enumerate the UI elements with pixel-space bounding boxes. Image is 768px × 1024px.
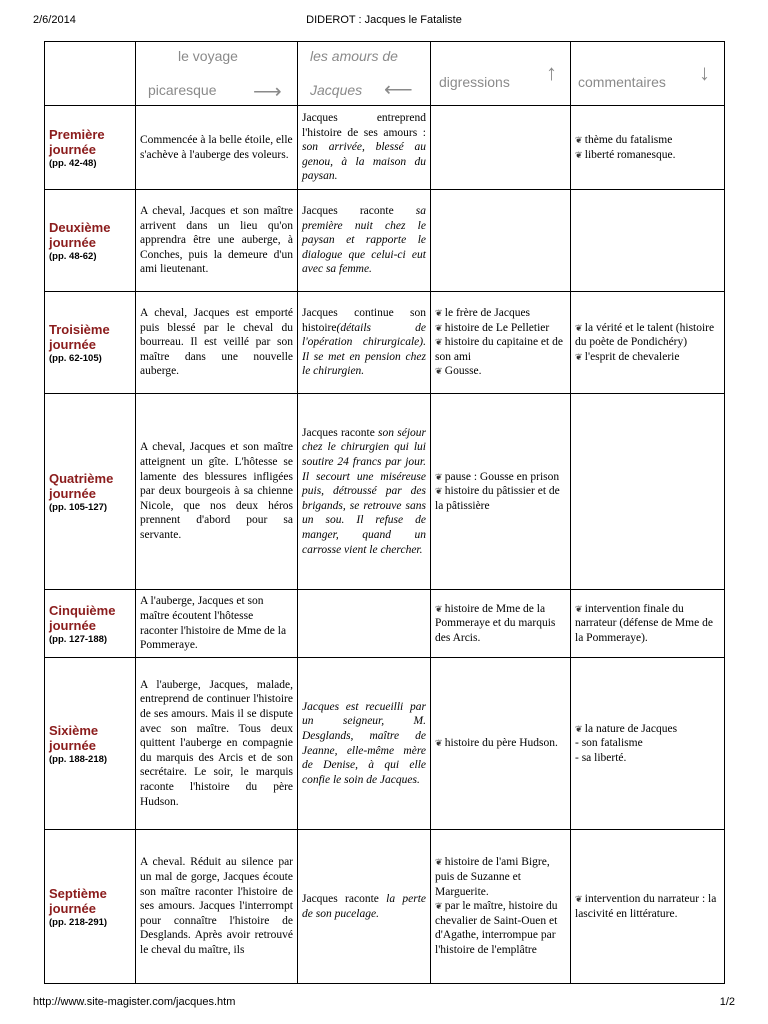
voyage-cell: A cheval, Jacques et son maître arrivent dans un lieu qu'on apprendra être une auberge, à Conches, puis la demeure d'un ami lieutenant. xyxy=(136,190,298,292)
voyage-cell: A cheval, Jacques et son maître atteignent un gîte. L'hôtesse se lamente des blessures infligées par deux bourgeois à sa chienne Nicole, que nos deux héros prennent d'abord pour sa servante. xyxy=(136,394,298,590)
col-header-amours xyxy=(298,42,431,106)
list-item: ❦ par le maître, histoire du chevalier de Saint-Ouen et d'Agathe, interrompue par l'histoire de l'emplâtre xyxy=(435,899,566,957)
amours-label-line2: Jacques xyxy=(310,82,363,98)
list-item: ❦ pause : Gousse en prison xyxy=(435,470,566,485)
list-item: ❦ histoire de Mme de la Pommeraye et du marquis des Arcis. xyxy=(435,602,566,646)
voyage-cell: A cheval, Jacques est emporté puis blessé par le cheval du bourreau. Il est veillé par son maître dans une nouvelle auberge. xyxy=(136,292,298,394)
table-row xyxy=(45,658,725,830)
table-row xyxy=(45,830,725,984)
commentaires-cell xyxy=(571,190,725,292)
page-title: DIDEROT : Jacques le Fataliste xyxy=(306,14,462,26)
voyage-label-line1: le voyage xyxy=(178,48,238,64)
amours-cell xyxy=(298,590,431,658)
commentaires-label: commentaires xyxy=(578,74,666,90)
table-row xyxy=(45,292,725,394)
day-cell: Troisième journée (pp. 62-105) xyxy=(45,292,136,394)
print-header xyxy=(0,0,768,40)
amours-cell: Jacques continue son histoire(détails de l'opération chirurgicale). Il se met en pension chez le chirurgien. xyxy=(298,292,431,394)
list-item: ❦ l'esprit de chevalerie xyxy=(575,350,720,365)
list-item: ❦ intervention du narrateur : la lascivité en littérature. xyxy=(575,892,720,921)
list-item: ❦ le frère de Jacques xyxy=(435,306,566,321)
day-cell: Quatrième journée (pp. 105-127) xyxy=(45,394,136,590)
table-row xyxy=(45,190,725,292)
commentaires-cell xyxy=(571,830,725,984)
page-number: 1/2 xyxy=(719,996,735,1008)
digressions-cell xyxy=(431,106,571,190)
digressions-label: digressions xyxy=(439,74,510,90)
col-header-voyage xyxy=(136,42,298,106)
commentaires-cell xyxy=(571,394,725,590)
arrow-left-icon: ⟵ xyxy=(384,79,413,101)
list-item: - son fatalisme xyxy=(575,737,643,750)
list-item: ❦ histoire du pâtissier et de la pâtissière xyxy=(435,484,566,513)
list-item: ❦ histoire du père Hudson. xyxy=(435,736,566,751)
col-header-commentaires xyxy=(571,42,725,106)
voyage-cell: Commencée à la belle étoile, elle s'achève à l'auberge des voleurs. xyxy=(136,106,298,190)
amours-label-line1: les amours de xyxy=(310,48,398,64)
list-item: ❦ la nature de Jacques xyxy=(575,722,720,737)
day-cell: Deuxième journée (pp. 48-62) xyxy=(45,190,136,292)
arrow-down-icon: ↓ xyxy=(699,60,710,85)
arrow-up-icon: ↑ xyxy=(546,60,557,85)
commentaires-cell xyxy=(571,658,725,830)
synopsis-table xyxy=(44,41,725,984)
digressions-cell xyxy=(431,190,571,292)
list-item: ❦ Gousse. xyxy=(435,364,566,379)
day-cell: Septième journée (pp. 218-291) xyxy=(45,830,136,984)
commentaires-cell xyxy=(571,292,725,394)
voyage-cell: A cheval. Réduit au silence par un mal de gorge, Jacques écoute son maître raconter l'histoire de ses amours. Jacques l'interrompt pour connaître l'histoire de Desglands. Après avoir retrouvé le cheval du maître, ils xyxy=(136,830,298,984)
source-url[interactable]: http://www.site-magister.com/jacques.htm xyxy=(33,996,236,1008)
arrow-right-icon: ⟶ xyxy=(253,81,282,103)
table-header-row xyxy=(45,42,725,106)
list-item: ❦ histoire de l'ami Bigre, puis de Suzanne et Marguerite. xyxy=(435,855,566,899)
digressions-cell xyxy=(431,830,571,984)
list-item: ❦ liberté romanesque. xyxy=(575,148,720,163)
voyage-cell: A l'auberge, Jacques et son maître écoutent l'hôtesse raconter l'histoire de Mme de la Pommeraye. xyxy=(136,590,298,658)
voyage-cell: A l'auberge, Jacques, malade, entreprend de continuer l'histoire de ses amours. Mais il se dispute avec son maître. Tous deux quittent l'auberge en compagnie du marquis des Arcis et de son secrétaire. Le soir, le marquis raconte l'histoire du père Hudson. xyxy=(136,658,298,830)
list-item: ❦ thème du fatalisme xyxy=(575,133,720,148)
digressions-cell xyxy=(431,292,571,394)
print-footer xyxy=(0,993,768,1013)
day-cell: Cinquième journée (pp. 127-188) xyxy=(45,590,136,658)
amours-cell: Jacques entreprend l'histoire de ses amours : son arrivée, blessé au genou, à la maison du paysan. xyxy=(298,106,431,190)
commentaires-cell xyxy=(571,106,725,190)
list-item: ❦ histoire du capitaine et de son ami xyxy=(435,335,566,364)
day-cell: Sixième journée (pp. 188-218) xyxy=(45,658,136,830)
table-row xyxy=(45,590,725,658)
list-item: ❦ intervention finale du narrateur (défense de Mme de la Pommeraye). xyxy=(575,602,720,646)
list-item: ❦ la vérité et le talent (histoire du poète de Pondichéry) xyxy=(575,321,720,350)
digressions-cell xyxy=(431,658,571,830)
amours-cell: Jacques est recueilli par un seigneur, M. Desglands, maître de Jeanne, elle-même mère de Denise, à qui elle confie le soin de Jacques. xyxy=(298,658,431,830)
day-cell: Première journée (pp. 42-48) xyxy=(45,106,136,190)
col-header-digressions xyxy=(431,42,571,106)
table-row xyxy=(45,394,725,590)
amours-cell: Jacques raconte sa première nuit chez le paysan et rapporte le dialogue que celui-ci eut avec sa femme. xyxy=(298,190,431,292)
print-date: 2/6/2014 xyxy=(33,14,76,26)
corner-cell xyxy=(45,42,136,106)
voyage-label-line2: picaresque xyxy=(148,82,217,98)
digressions-cell xyxy=(431,590,571,658)
digressions-cell xyxy=(431,394,571,590)
list-item: - sa liberté. xyxy=(575,751,627,764)
table-row xyxy=(45,106,725,190)
commentaires-cell xyxy=(571,590,725,658)
amours-cell: Jacques raconte la perte de son pucelage. xyxy=(298,830,431,984)
list-item: ❦ histoire de Le Pelletier xyxy=(435,321,566,336)
amours-cell: Jacques raconte son séjour chez le chirurgien qui lui soutire 24 francs par jour. Il secourt une miséreuse puis, détroussé par des brigands, se retrouve sans un sou. Il refuse de manger, quand un carrosse vient le chercher. xyxy=(298,394,431,590)
